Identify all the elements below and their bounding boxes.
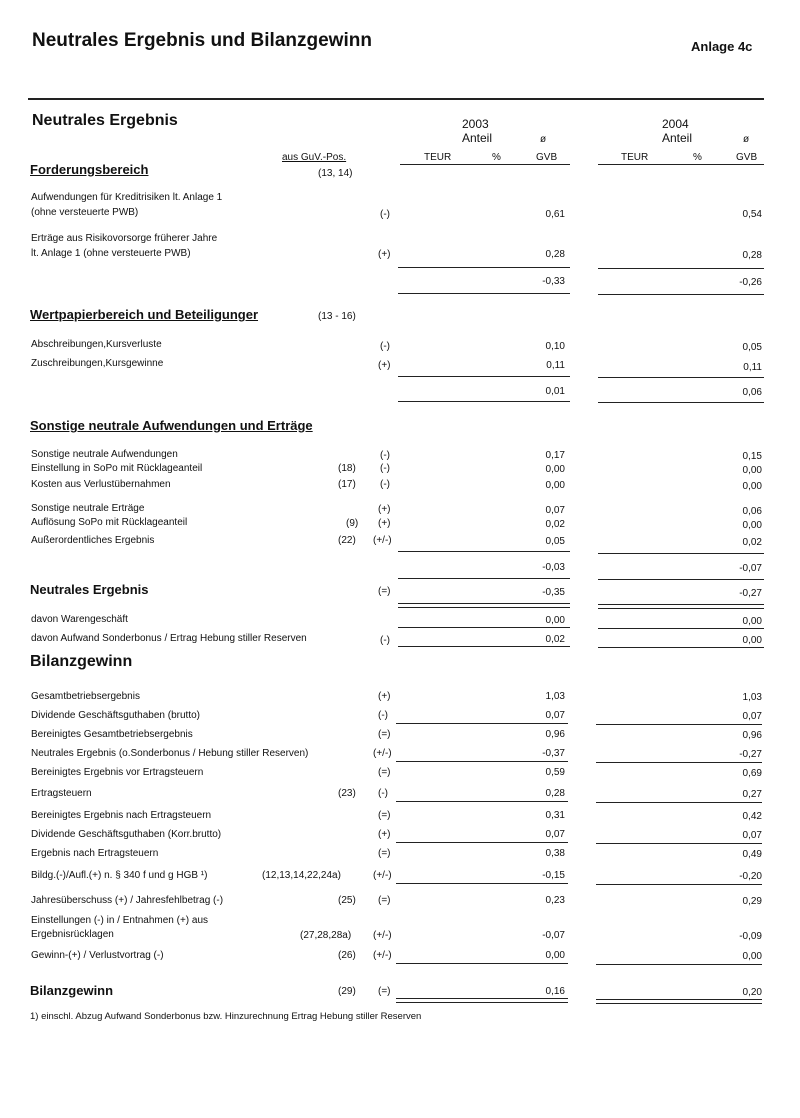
davon-rule-2003 bbox=[398, 627, 570, 628]
underline-rule-2004 bbox=[596, 724, 762, 725]
source-label: aus GuV.-Pos. bbox=[282, 152, 347, 163]
value-2003: 0,02 bbox=[545, 634, 565, 645]
top-divider bbox=[28, 98, 764, 100]
value-2004: 0,49 bbox=[742, 849, 762, 860]
subtotal-2003: -0,03 bbox=[542, 562, 565, 573]
row-sign: (-) bbox=[380, 341, 390, 352]
row-pos: (23) bbox=[338, 788, 356, 799]
row-pos: (18) bbox=[338, 463, 356, 474]
neutrales-ergebnis-2004: -0,27 bbox=[739, 588, 762, 599]
row-pos: (9) bbox=[346, 518, 359, 529]
value-2004: 0,00 bbox=[742, 616, 762, 627]
row-pos: (26) bbox=[338, 950, 356, 961]
underline-rule-2003 bbox=[396, 761, 568, 762]
anteil-2003: Anteil bbox=[462, 131, 493, 145]
row-sign: (-) bbox=[378, 710, 388, 721]
row-label-line2: Ergebnisrücklagen bbox=[31, 929, 114, 940]
value-2004: 0,00 bbox=[742, 520, 762, 531]
teur-2004: TEUR bbox=[621, 152, 649, 163]
section-wertpapierbereich: Wertpapierbereich und Beteiligunger bbox=[30, 307, 259, 322]
value-2003: 0,10 bbox=[545, 341, 565, 352]
row-label: Gewinn-(+) / Verlustvortrag (-) bbox=[31, 950, 164, 961]
subtotal-underline-2003 bbox=[398, 578, 570, 579]
wertpapier-pos: (13 - 16) bbox=[318, 311, 356, 322]
value-2004: -0,27 bbox=[739, 749, 762, 760]
row-sign: (+) bbox=[378, 504, 391, 515]
bilanzgewinn-total-sign: (=) bbox=[378, 986, 391, 997]
value-2004: 0,00 bbox=[742, 481, 762, 492]
row-label: Dividende Geschäftsguthaben (Korr.brutto) bbox=[31, 829, 222, 840]
value-2003: 0,00 bbox=[545, 464, 565, 475]
row-label: Ergebnis nach Ertragsteuern bbox=[31, 848, 159, 859]
row-sign: (-) bbox=[380, 209, 390, 220]
davon-rule-2003 bbox=[398, 646, 570, 647]
row-sign: (-) bbox=[380, 463, 390, 474]
double-rule-2004 bbox=[598, 604, 764, 609]
subtotal-underline-2004 bbox=[598, 402, 764, 403]
neutrales-ergebnis-2003: -0,35 bbox=[542, 587, 565, 598]
row-pos: (22) bbox=[338, 535, 356, 546]
row-label: Dividende Geschäftsguthaben (brutto) bbox=[31, 710, 200, 721]
subtotal-underline-2004 bbox=[598, 294, 764, 295]
value-2004: -0,20 bbox=[739, 871, 762, 882]
row-label: Bildg.(-)/Aufl.(+) n. § 340 f und g HGB ¹) bbox=[31, 870, 208, 881]
double-rule-2003 bbox=[398, 603, 570, 608]
row-sign: (+/-) bbox=[373, 748, 392, 759]
row-label: Kosten aus Verlustübernahmen bbox=[31, 479, 171, 490]
row-label: Aufwendungen für Kreditrisiken lt. Anlage 1 bbox=[31, 192, 223, 203]
value-2003: 0,00 bbox=[545, 615, 565, 626]
bilanzgewinn-total-label: Bilanzgewinn bbox=[30, 983, 114, 998]
header-underline-2003 bbox=[400, 164, 570, 165]
row-sign: (=) bbox=[378, 767, 391, 778]
row-label: Einstellungen (-) in / Entnahmen (+) aus bbox=[31, 915, 209, 926]
value-2004: 0,06 bbox=[742, 506, 762, 517]
row-sign: (=) bbox=[378, 848, 391, 859]
row-sign: (=) bbox=[378, 729, 391, 740]
davon-label: davon Warengeschäft bbox=[31, 614, 128, 625]
subtotal-underline-2003 bbox=[398, 401, 570, 402]
row-label: Außerordentliches Ergebnis bbox=[31, 535, 155, 546]
value-2004: 0,28 bbox=[742, 250, 762, 261]
value-2003: 0,00 bbox=[545, 480, 565, 491]
subtotal-underline-2003 bbox=[398, 293, 570, 294]
bilanzgewinn-total-2003: 0,16 bbox=[545, 986, 565, 997]
year-2003: 2003 bbox=[462, 117, 489, 131]
value-2004: 0,00 bbox=[742, 951, 762, 962]
row-label: Sonstige neutrale Aufwendungen bbox=[31, 449, 178, 460]
row-label: Neutrales Ergebnis (o.Sonderbonus / Hebung stiller Reserven) bbox=[31, 748, 309, 759]
row-sign: (+) bbox=[378, 249, 391, 260]
row-label: Zuschreibungen,Kursgewinne bbox=[31, 358, 164, 369]
row-label: Auflösung SoPo mit Rücklageanteil bbox=[31, 517, 188, 528]
gvb-2004: GVB bbox=[736, 152, 758, 163]
value-2003: 0,59 bbox=[545, 767, 565, 778]
value-2004: 0,02 bbox=[742, 537, 762, 548]
section-forderungsbereich: Forderungsbereich bbox=[30, 162, 149, 177]
subtotal-rule-2004 bbox=[598, 377, 764, 378]
row-label: Einstellung in SoPo mit Rücklageanteil bbox=[31, 463, 203, 474]
row-label: Gesamtbetriebsergebnis bbox=[31, 691, 140, 702]
anteil-2004: Anteil bbox=[662, 131, 693, 145]
row-sign: (+/-) bbox=[373, 870, 392, 881]
value-2003: 0,07 bbox=[545, 829, 565, 840]
underline-rule-2003 bbox=[396, 801, 568, 802]
underline-rule-2003 bbox=[396, 723, 568, 724]
row-label: Sonstige neutrale Erträge bbox=[31, 503, 145, 514]
double-rule-2004 bbox=[596, 999, 762, 1004]
row-sign: (-) bbox=[378, 788, 388, 799]
row-label: Abschreibungen,Kursverluste bbox=[31, 339, 162, 350]
subtotal-rule-2003 bbox=[398, 267, 570, 268]
davon-rule-2004 bbox=[598, 647, 764, 648]
subtotal-2003: 0,01 bbox=[545, 386, 565, 397]
value-2004: 0,96 bbox=[742, 730, 762, 741]
value-2003: 0,11 bbox=[546, 360, 565, 371]
value-2004: 0,29 bbox=[742, 896, 762, 907]
row-label-line2: (ohne versteuerte PWB) bbox=[31, 207, 139, 218]
underline-rule-2004 bbox=[596, 843, 762, 844]
value-2004: 0,05 bbox=[742, 342, 762, 353]
subtotal-2004: -0,26 bbox=[739, 277, 762, 288]
row-sign: (-) bbox=[380, 479, 390, 490]
value-2004: 1,03 bbox=[742, 692, 762, 703]
row-sign: (=) bbox=[378, 810, 391, 821]
row-sign: (+/-) bbox=[373, 535, 392, 546]
value-2003: -0,07 bbox=[542, 930, 565, 941]
row-sign: (=) bbox=[378, 895, 391, 906]
avg-symbol-2003: ø bbox=[540, 134, 547, 145]
value-2004: 0,07 bbox=[742, 711, 762, 722]
row-pos: (27,28,28a) bbox=[300, 930, 352, 941]
value-2003: 0,07 bbox=[545, 710, 565, 721]
subtotal-underline-2004 bbox=[598, 579, 764, 580]
value-2003: 0,28 bbox=[545, 788, 565, 799]
row-label: Ertragsteuern bbox=[31, 788, 92, 799]
row-pos: (25) bbox=[338, 895, 356, 906]
year-2004: 2004 bbox=[662, 117, 689, 131]
row-sign: (-) bbox=[380, 450, 390, 461]
value-2003: 0,61 bbox=[545, 209, 565, 220]
row-label: Erträge aus Risikovorsorge früherer Jahre bbox=[31, 233, 218, 244]
underline-rule-2004 bbox=[596, 884, 762, 885]
section-sonstige: Sonstige neutrale Aufwendungen und Erträge bbox=[30, 418, 313, 433]
value-2003: 0,02 bbox=[545, 519, 565, 530]
row-sign: (+/-) bbox=[373, 950, 392, 961]
footnote: 1) einschl. Abzug Aufwand Sonderbonus bzw. Hinzurechnung Ertrag Hebung stiller Reserven bbox=[30, 1011, 422, 1022]
value-2003: 0,00 bbox=[545, 950, 565, 961]
value-2003: 0,07 bbox=[545, 505, 565, 516]
section-title-neutrales-ergebnis: Neutrales Ergebnis bbox=[32, 112, 178, 129]
row-sign: (+) bbox=[378, 691, 391, 702]
row-pos: (17) bbox=[338, 479, 356, 490]
value-2004: -0,09 bbox=[739, 931, 762, 942]
forderungsbereich-pos: (13, 14) bbox=[318, 168, 353, 179]
row-label-line2: lt. Anlage 1 (ohne versteuerte PWB) bbox=[31, 248, 191, 259]
pct-2003: % bbox=[492, 152, 501, 163]
value-2003: 0,38 bbox=[545, 848, 565, 859]
row-sign: (+) bbox=[378, 360, 391, 371]
row-label: Jahresüberschuss (+) / Jahresfehlbetrag (-) bbox=[31, 895, 224, 906]
underline-rule-2004 bbox=[596, 802, 762, 803]
row-label: Bereinigtes Gesamtbetriebsergebnis bbox=[31, 729, 193, 740]
value-2003: -0,37 bbox=[542, 748, 565, 759]
value-2004: 0,27 bbox=[742, 789, 762, 800]
subtotal-2004: 0,06 bbox=[742, 387, 762, 398]
teur-2003: TEUR bbox=[424, 152, 452, 163]
anlage-label: Anlage 4c bbox=[691, 39, 753, 54]
value-2003: -0,15 bbox=[542, 870, 565, 881]
value-2003: 0,28 bbox=[545, 249, 565, 260]
row-sign: (+) bbox=[378, 518, 391, 529]
document-title: Neutrales Ergebnis und Bilanzgewinn bbox=[32, 30, 372, 51]
subtotal-2004: -0,07 bbox=[739, 563, 762, 574]
value-2004: 0,11 bbox=[743, 362, 762, 373]
gvb-2003: GVB bbox=[536, 152, 558, 163]
row-sign: (+) bbox=[378, 829, 391, 840]
double-rule-2003 bbox=[396, 998, 568, 1003]
bilanzgewinn-total-2004: 0,20 bbox=[742, 987, 762, 998]
value-2004: 0,07 bbox=[742, 830, 762, 841]
pct-2004: % bbox=[693, 152, 702, 163]
davon-label: davon Aufwand Sonderbonus / Ertrag Hebung stiller Reserven bbox=[31, 633, 307, 644]
value-2004: 0,00 bbox=[742, 635, 762, 646]
row-label: Bereinigtes Ergebnis vor Ertragsteuern bbox=[31, 767, 204, 778]
value-2003: 0,96 bbox=[545, 729, 565, 740]
value-2004: 0,69 bbox=[742, 768, 762, 779]
davon-rule-2004 bbox=[598, 628, 764, 629]
row-label: Bereinigtes Ergebnis nach Ertragsteuern bbox=[31, 810, 212, 821]
subtotal-rule-2003 bbox=[398, 376, 570, 377]
value-2003: 0,31 bbox=[545, 810, 565, 821]
subtotal-rule-2004 bbox=[598, 553, 764, 554]
value-2003: 0,05 bbox=[545, 536, 565, 547]
value-2004: 0,15 bbox=[742, 451, 762, 462]
value-2003: 0,17 bbox=[545, 450, 565, 461]
header-underline-2004 bbox=[598, 164, 764, 165]
value-2003: 1,03 bbox=[545, 691, 565, 702]
subtotal-2003: -0,33 bbox=[542, 276, 565, 287]
value-2004: 0,54 bbox=[742, 209, 762, 220]
underline-rule-2003 bbox=[396, 883, 568, 884]
underline-rule-2003 bbox=[396, 963, 568, 964]
neutrales-ergebnis-label: Neutrales Ergebnis bbox=[30, 582, 149, 597]
subtotal-rule-2004 bbox=[598, 268, 764, 269]
avg-symbol-2004: ø bbox=[743, 134, 750, 145]
bilanzgewinn-total-pos: (29) bbox=[338, 986, 356, 997]
underline-rule-2004 bbox=[596, 762, 762, 763]
value-2003: 0,23 bbox=[545, 895, 565, 906]
value-2004: 0,42 bbox=[742, 811, 762, 822]
subtotal-rule-2003 bbox=[398, 551, 570, 552]
row-sign: (-) bbox=[380, 635, 390, 646]
underline-rule-2003 bbox=[396, 842, 568, 843]
value-2004: 0,00 bbox=[742, 465, 762, 476]
underline-rule-2004 bbox=[596, 964, 762, 965]
neutrales-ergebnis-sign: (=) bbox=[378, 586, 391, 597]
row-sign: (+/-) bbox=[373, 930, 392, 941]
section-bilanzgewinn: Bilanzgewinn bbox=[30, 653, 133, 670]
row-pos: (12,13,14,22,24a) bbox=[262, 870, 341, 881]
